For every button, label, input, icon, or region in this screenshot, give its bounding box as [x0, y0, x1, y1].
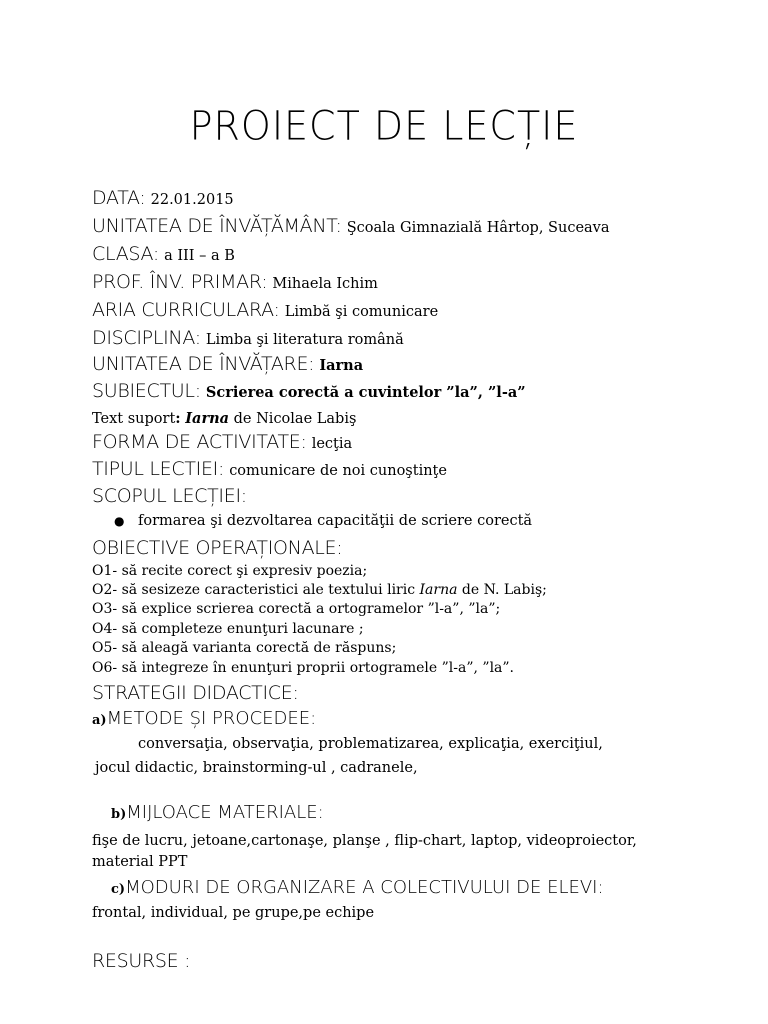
subsection-letter: a) [92, 713, 107, 728]
field-value: Limbă şi comunicare [284, 304, 439, 320]
colon: : [308, 353, 315, 375]
field-value: Iarna [319, 357, 364, 374]
objective-item [92, 582, 547, 598]
field-label: CLASA [92, 243, 153, 265]
field-unitatea-invatamant [92, 215, 610, 237]
objective-text: O2- să sesizeze caracteristici ale textului liric [92, 582, 420, 598]
field-unitatea-invatare [92, 353, 363, 375]
field-aria-curriculara [92, 299, 438, 321]
mijloace-line: material PPT [92, 854, 188, 870]
text-suport [92, 410, 356, 427]
metode-line: conversaţia, observaţia, problematizarea, explicaţia, exerciţiul, [138, 736, 603, 752]
subsection-letter: c) [111, 882, 126, 897]
section-label: OBIECTIVE OPERAȚIONALE: [92, 537, 343, 559]
field-tipul-lectiei [92, 458, 447, 480]
text-suport-title: Iarna [185, 410, 230, 427]
objective-item: O1- să recite corect şi expresiv poezia; [92, 563, 368, 579]
subsection-label: MIJLOACE MATERIALE: [126, 802, 324, 823]
mijloace-heading [111, 802, 324, 823]
objective-title: Iarna [419, 582, 458, 598]
field-label: DISCIPLINA [92, 327, 195, 349]
bullet-text: formarea şi dezvoltarea capacităţii de scriere corectă [138, 513, 533, 529]
resurse-heading [92, 950, 190, 972]
objective-item: O6- să integreze în enunţuri proprii ortogramele ”l-a”, ”la”. [92, 660, 514, 676]
field-value: Mihaela Ichim [272, 276, 378, 292]
field-forma-activitate [92, 431, 352, 453]
colon: : [139, 187, 146, 209]
subsection-letter: b) [111, 807, 127, 822]
field-value: Limba şi literatura română [205, 332, 404, 348]
moduri-line: frontal, individual, pe grupe,pe echipe [92, 905, 375, 921]
metode-line: jocul didactic, brainstorming-ul , cadranele, [95, 760, 418, 776]
bullet-icon: ● [114, 514, 125, 528]
colon: : [217, 458, 225, 480]
text-suport-author: de Nicolae Labiş [233, 411, 357, 427]
colon: : [194, 380, 201, 402]
scopul-bullet-item [114, 513, 532, 529]
subsection-label: MODURI DE ORGANIZARE A COLECTIVULUI DE ELEVI: [125, 877, 604, 898]
field-value: lecţia [311, 436, 353, 452]
text-suport-prefix: Text suport [92, 411, 176, 427]
field-label: TIPUL LECTIEI [92, 458, 218, 480]
metode-heading [92, 708, 316, 729]
field-data [92, 187, 234, 209]
obiective-heading [92, 537, 342, 559]
field-value: 22.01.2015 [150, 192, 234, 208]
document-title: PROIECT DE LECȚIE [189, 102, 579, 150]
section-label: SCOPUL LECȚIEI: [92, 485, 247, 507]
field-disciplina [92, 327, 404, 349]
field-value: comunicare de noi cunoştinţe [229, 463, 447, 479]
field-label: UNITATEA DE ÎNVĂȚARE [92, 353, 309, 375]
moduri-heading [111, 877, 604, 898]
mijloace-line: fişe de lucru, jetoane,cartonaşe, planşe , flip-chart, laptop, videoproiector, [92, 833, 637, 849]
field-clasa [92, 243, 235, 265]
colon: : [152, 243, 159, 265]
field-label: UNITATEA DE ÎNVĂȚĂMÂNT [92, 215, 336, 237]
strategii-heading [92, 682, 299, 704]
field-value: a III – a B [164, 248, 235, 264]
colon: : [261, 271, 268, 293]
field-label: SUBIECTUL [92, 380, 195, 402]
scopul-heading [92, 485, 247, 507]
field-prof [92, 271, 378, 293]
objective-item: O4- să completeze enunţuri lacunare ; [92, 621, 364, 637]
field-subiectul [92, 380, 526, 402]
field-label: ARIA CURRICULARA [92, 299, 274, 321]
field-value: Scrierea corectă a cuvintelor ”la”, ”l-a” [205, 384, 526, 401]
field-label: DATA [92, 187, 140, 209]
section-label: STRATEGII DIDACTICE: [92, 682, 299, 704]
objective-text-tail: de N. Labiş; [457, 582, 547, 598]
colon: : [273, 299, 280, 321]
objective-item: O5- să aleagă varianta corectă de răspuns; [92, 640, 397, 656]
objective-item: O3- să explice scrierea corectă a ortogramelor ”l-a”, ”la”; [92, 601, 501, 617]
colon: : [175, 410, 181, 427]
subsection-label: METODE ȘI PROCEDEE: [106, 708, 317, 729]
colon: : [335, 215, 342, 237]
colon: : [300, 431, 307, 453]
colon: : [194, 327, 201, 349]
section-label: RESURSE : [92, 950, 191, 972]
field-label: FORMA DE ACTIVITATE [92, 431, 301, 453]
field-value: Şcoala Gimnazială Hârtop, Suceava [346, 220, 610, 236]
field-label: PROF. ÎNV. PRIMAR [92, 271, 262, 293]
